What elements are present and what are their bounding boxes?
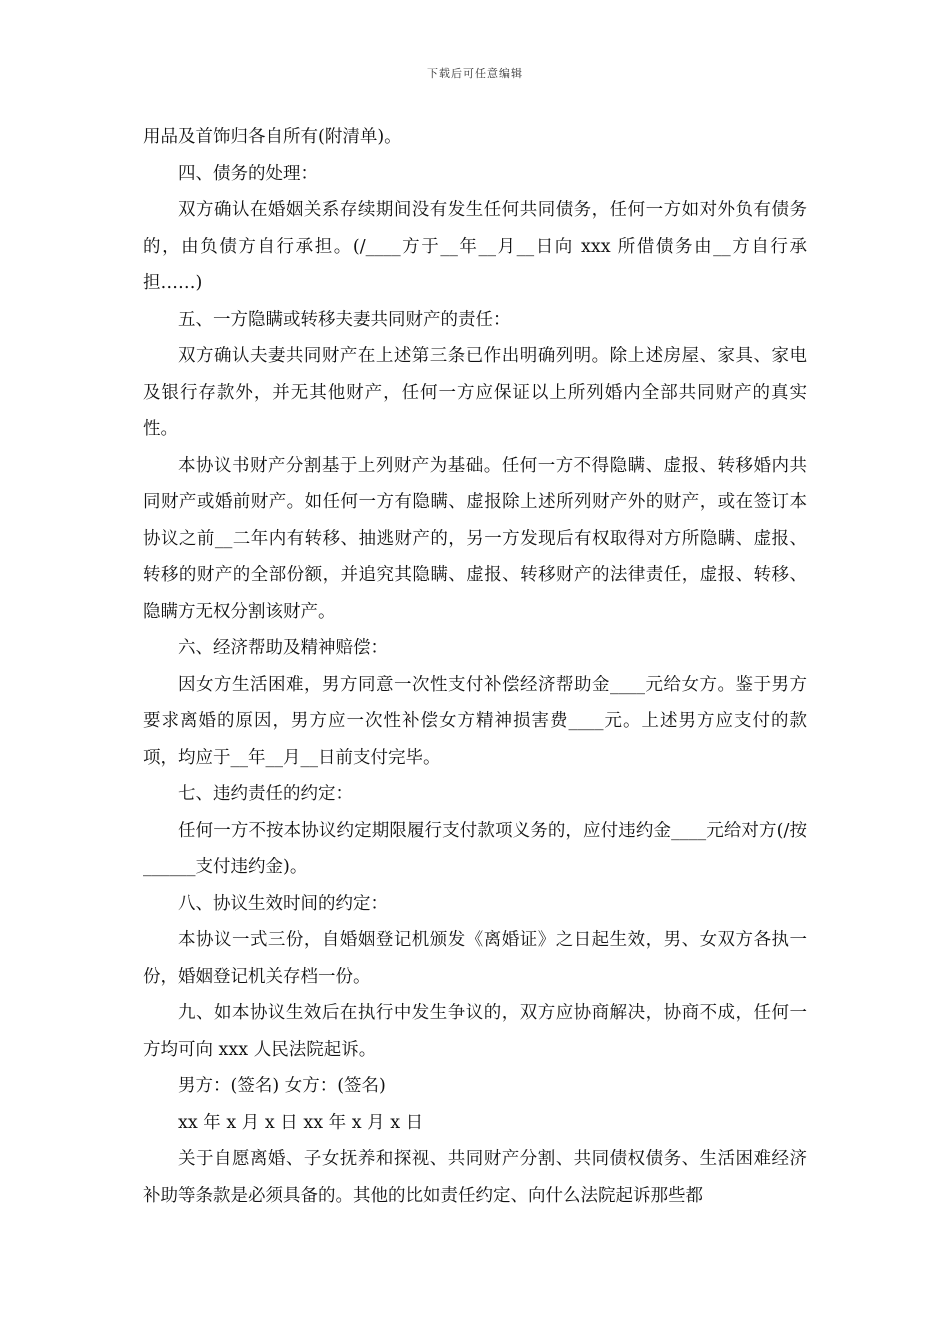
section-heading-compensation: 六、经济帮助及精神赔偿： [178, 638, 388, 658]
paragraph-note: 关于自愿离婚、子女抚养和探视、共同财产分割、共同债权债务、生活困难经济补助等条款是必须具备的。其他的比如责任约定、向什么法院起诉那些都 [143, 1149, 807, 1206]
paragraph: 用品及首饰归各自所有(附清单)。 [143, 127, 402, 147]
paragraph: 双方确认夫妻共同财产在上述第三条已作出明确列明。除上述房屋、家具、家电及银行存款外，并无其他财产，任何一方应保证以上所列婚内全部共同财产的真实性。 [143, 346, 807, 439]
paragraph: 本协议一式三份，自婚姻登记机颁发《离婚证》之日起生效，男、女双方各执一份，婚姻登记机关存档一份。 [143, 930, 807, 987]
paragraph: 任何一方不按本协议约定期限履行支付款项义务的，应付违约金____元给对方(/按______支付违约金)。 [143, 820, 807, 877]
signature-line: 男方：(签名) 女方：(签名) [178, 1076, 386, 1096]
date-line: xx 年 x 月 x 日 xx 年 x 月 x 日 [178, 1112, 424, 1133]
section-heading-breach: 七、违约责任的约定： [178, 784, 353, 804]
page-header: 下载后可任意编辑 [427, 67, 523, 80]
document-body [143, 119, 807, 1214]
paragraph-dispute: 九、如本协议生效后在执行中发生争议的，双方应协商解决，协商不成，任何一方均可向 xxx 人民法院起诉。 [143, 1003, 807, 1060]
paragraph: 双方确认在婚姻关系存续期间没有发生任何共同债务，任何一方如对外负有债务的，由负债方自行承担。(/____方于__年__月__日向 xxx 所借债务由__方自行承担……) [143, 200, 807, 293]
section-heading-concealment: 五、一方隐瞒或转移夫妻共同财产的责任： [178, 309, 511, 330]
section-heading-effective-date: 八、协议生效时间的约定： [178, 893, 388, 914]
paragraph: 本协议书财产分割基于上列财产为基础。任何一方不得隐瞒、虚报、转移婚内共同财产或婚前财产。如任何一方有隐瞒、虚报除上述所列财产外的财产，或在签订本协议之前__二年内有转移、抽逃财产的，另一方发现后有权取得对方所隐瞒、虚报、转移的财产的全部份额，并追究其隐瞒、虚报、转移财产的法律责任，虚报、转移、隐瞒方无权分割该财产。 [143, 455, 807, 622]
section-heading-debts: 四、债务的处理： [178, 163, 318, 184]
paragraph: 因女方生活困难，男方同意一次性支付补偿经济帮助金____元给女方。鉴于男方要求离婚的原因，男方应一次性补偿女方精神损害费____元。上述男方应支付的款项，均应于__年__月__日前支付完毕。 [143, 674, 807, 768]
